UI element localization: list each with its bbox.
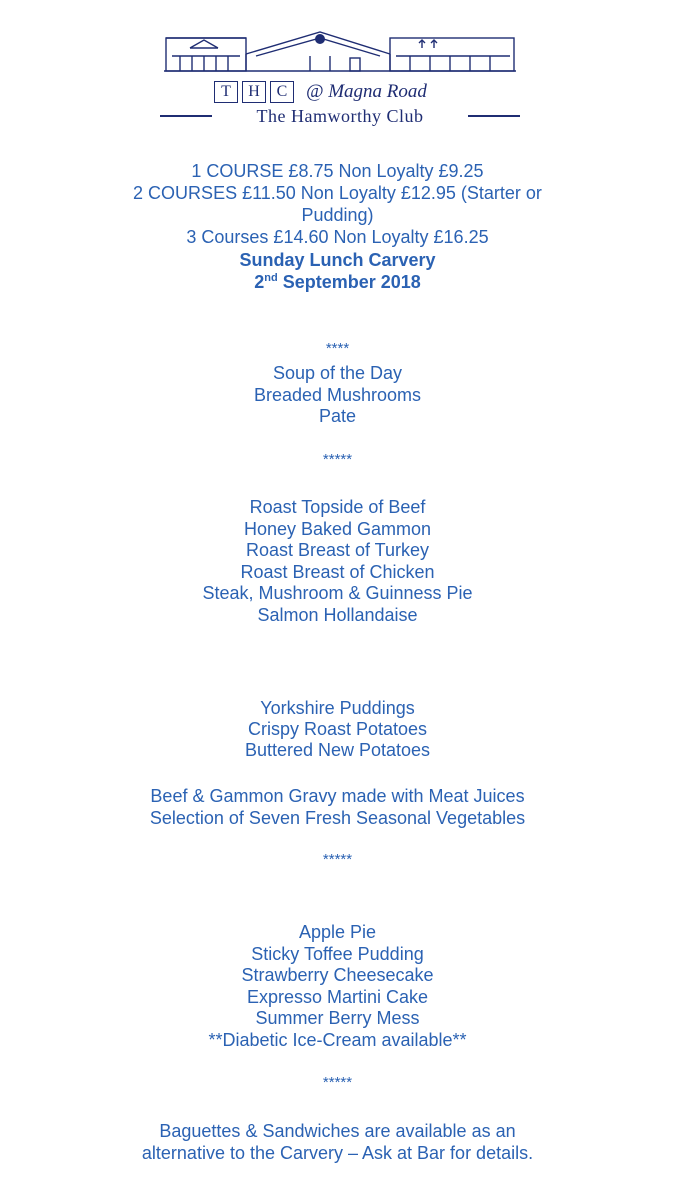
menu-item-main: Salmon Hollandaise [257,605,418,625]
menu-item-main: Steak, Mushroom & Guinness Pie [202,583,473,603]
menu-item-starter: Soup of the Day [272,363,403,383]
menu-item-side: Buttered New Potatoes [244,740,431,760]
divider [468,115,520,117]
logo-wordmark [214,80,427,104]
dietary-note: **Diabetic Ice-Cream available** [208,1030,467,1050]
club-name: The Hamworthy Club [256,105,424,126]
section-separator: ***** [322,1074,353,1091]
logo-club-name-row [160,105,520,127]
menu-item-starter: Breaded Mushrooms [253,385,422,405]
price-line: 1 COURSE £8.75 Non Loyalty £9.25 [191,161,484,181]
logo-location: @ Magna Road [306,81,427,102]
price-line: Pudding) [301,205,374,225]
menu-item-dessert: Apple Pie [298,922,377,942]
menu-item-side: Yorkshire Puddings [260,698,415,718]
price-line: 2 COURSES £11.50 Non Loyalty £12.95 (Starter or [133,183,542,203]
section-separator: ***** [322,851,353,868]
menu-item-side: Crispy Roast Potatoes [247,719,428,739]
section-separator: ***** [322,451,353,468]
menu-item-extra: Selection of Seven Fresh Seasonal Vegetables [149,808,526,828]
menu-item-dessert: Sticky Toffee Pudding [251,944,424,964]
clubhouse-building-icon [160,26,520,76]
menu-item-dessert: Strawberry Cheesecake [241,965,434,985]
logo-letter-c: C [270,81,294,103]
menu-item-extra: Beef & Gammon Gravy made with Meat Juices [150,786,525,806]
menu-item-dessert: Expresso Martini Cake [246,987,429,1007]
event-date: 2nd September 2018 [254,272,421,292]
menu-item-main: Honey Baked Gammon [243,519,432,539]
footer-note: alternative to the Carvery – Ask at Bar for details. [141,1143,534,1163]
event-title: Sunday Lunch Carvery [239,250,436,270]
logo-letter-t: T [214,81,238,103]
menu-item-starter: Pate [318,406,357,426]
price-line: 3 Courses £14.60 Non Loyalty £16.25 [186,227,489,247]
logo-letter-h: H [242,81,266,103]
menu-item-main: Roast Breast of Turkey [245,540,430,560]
menu-item-dessert: Summer Berry Mess [255,1008,420,1028]
section-separator: **** [325,340,350,357]
menu-item-main: Roast Topside of Beef [249,497,426,517]
divider [160,115,212,117]
menu-item-main: Roast Breast of Chicken [240,562,435,582]
footer-note: Baguettes & Sandwiches are available as an [159,1121,516,1141]
